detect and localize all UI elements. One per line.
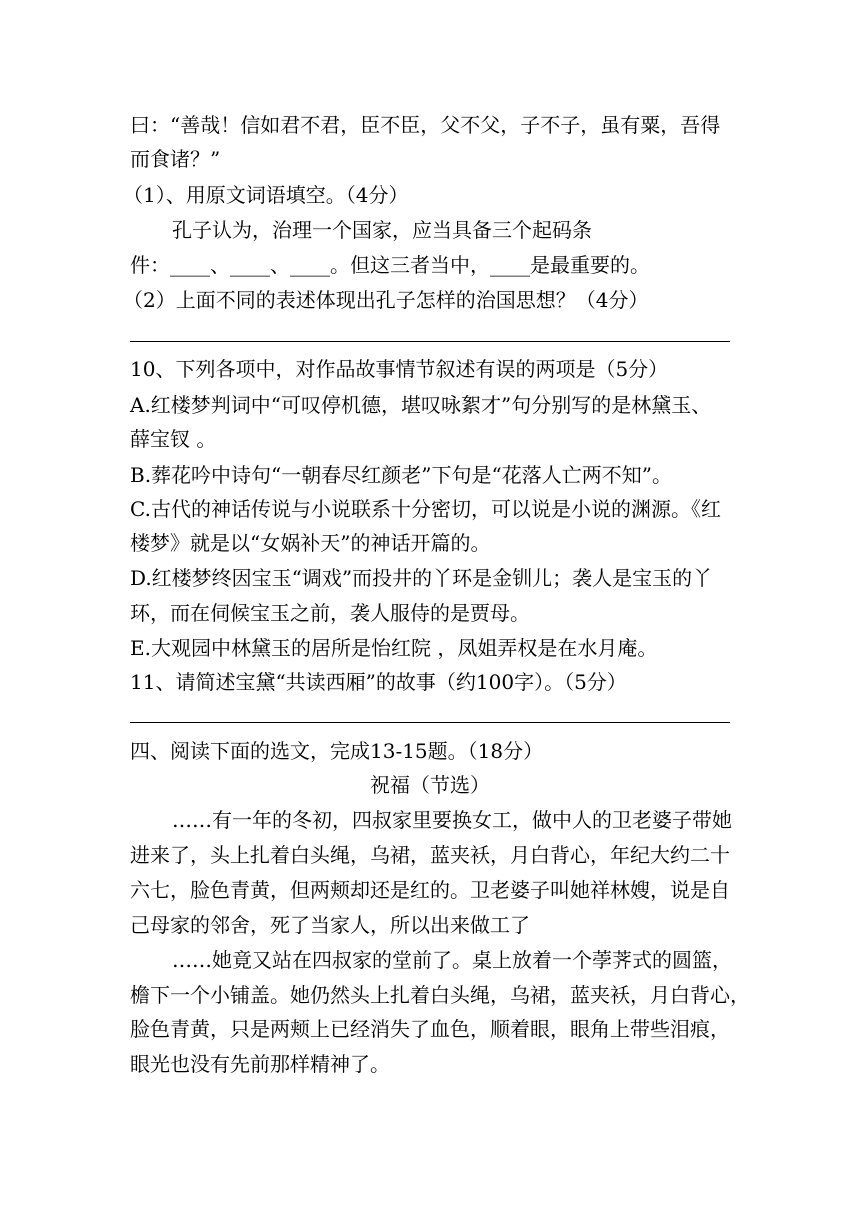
option-e: E.大观园中林黛玉的居所是怡红院 ，凤姐弄权是在水月庵。 bbox=[130, 636, 658, 660]
question-10-prompt: 10、下列各项中，对作品故事情节叙述有误的两项是（5分） bbox=[130, 357, 669, 381]
passage-p1-line-4: 己母家的邻舍，死了当家人，所以出来做工了 bbox=[130, 913, 530, 937]
passage-p1-line-3: 六七，脸色青黄，但两颊却还是红的。卫老婆子叫她祥林嫂，说是自 bbox=[130, 878, 730, 902]
option-a-line-1: A.红楼梦判词中“可叹停机德，堪叹咏絮才”句分别写的是林黛玉、 bbox=[130, 393, 712, 417]
question-1-text-line-1: 孔子认为，治理一个国家，应当具备三个起码条 bbox=[172, 218, 592, 242]
passage-p1-line-2: 进来了，头上扎着白头绳，乌裙，蓝夹袄，月白背心，年纪大约二十 bbox=[130, 843, 730, 867]
option-a-line-2: 薛宝钗 。 bbox=[130, 427, 217, 451]
passage-p2-line-4: 眼光也没有先前那样精神了。 bbox=[130, 1052, 390, 1076]
passage-p2-line-3: 脸色青黄，只是两颊上已经消失了血色，顺着眼，眼角上带些泪痕， bbox=[130, 1017, 730, 1041]
section-4-heading: 四、阅读下面的选文，完成13-15题。（18分） bbox=[130, 739, 544, 763]
quote-line-1: 曰：“善哉！信如君不君，臣不臣，父不父，子不子，虽有粟，吾得 bbox=[130, 113, 721, 137]
option-d-line-2: 环，而在伺候宝玉之前，袭人服侍的是贾母。 bbox=[130, 601, 530, 625]
passage-p1-line-1: ……有一年的冬初，四叔家里要换女工，做中人的卫老婆子带她 bbox=[172, 808, 732, 832]
option-d-line-1: D.红楼梦终因宝玉“调戏”而投井的丫环是金钏儿；袭人是宝玉的丫 bbox=[130, 566, 713, 590]
question-1-prompt: （1）、用原文词语填空。（4分） bbox=[123, 183, 409, 207]
question-2-prompt: （2）上面不同的表述体现出孔子怎样的治国思想？（4分） bbox=[123, 288, 649, 312]
passage-p2-line-1: ……她竟又站在四叔家的堂前了。桌上放着一个荸荠式的圆篮， bbox=[172, 948, 732, 972]
question-1-text-line-2: 件：____、____、____。但这三者当中，____是最重要的。 bbox=[130, 253, 650, 277]
answer-line bbox=[130, 341, 730, 342]
option-c-line-1: C.古代的神话传说与小说联系十分密切，可以说是小说的渊源。《红 bbox=[130, 497, 721, 521]
quote-line-2: 而食诸？” bbox=[130, 147, 221, 171]
answer-line bbox=[130, 722, 730, 723]
option-b: B.葬花吟中诗句“一朝春尽红颜老”下句是“花落人亡两不知”。 bbox=[130, 463, 672, 487]
passage-p2-line-2: 檐下一个小铺盖。她仍然头上扎着白头绳，乌裙，蓝夹袄，月白背心， bbox=[130, 983, 750, 1007]
passage-title: 祝福（节选） bbox=[370, 773, 490, 797]
option-c-line-2: 楼梦》就是以“女娲补天”的神话开篇的。 bbox=[130, 531, 491, 555]
question-11-prompt: 11、请简述宝黛“共读西厢”的故事（约100字）。（5分） bbox=[130, 670, 627, 694]
